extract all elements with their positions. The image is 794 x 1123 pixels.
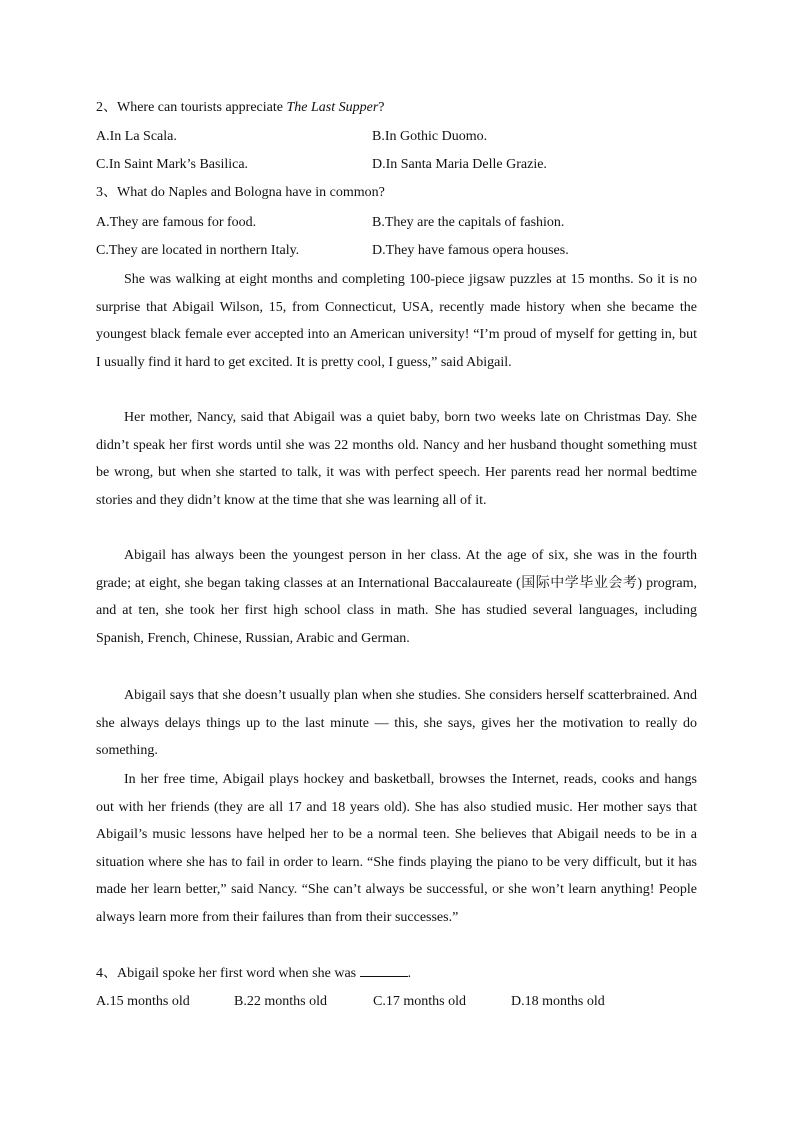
question-4-option-b: B.22 months old (234, 994, 327, 1009)
question-3-option-c: C.They are located in northern Italy. (96, 243, 300, 258)
question-2-option-a: A.In La Scala. (96, 129, 177, 144)
question-4-option-a: A.15 months old (96, 994, 190, 1009)
question-4-stem (96, 964, 411, 983)
question-2-option-c: C.In Saint Mark’s Basilica. (96, 157, 249, 172)
passage-paragraph-1: She was walking at eight months and completing 100-piece jigsaw puzzles at 15 months. So it is no surprise that Abigail Wilson, 15, from Connecticut, USA, recently made history when she became the youngest black female ever accepted into an American university! “I’m proud of myself for getting in, but I usually find it hard to get excited. It is pretty cool, I guess,” said Abigail. (96, 272, 697, 370)
question-3-option-d: D.They have famous opera houses. (372, 243, 569, 258)
question-4-option-c: C.17 months old (373, 994, 466, 1009)
passage-paragraph-5: In her free time, Abigail plays hockey and basketball, browses the Internet, reads, cooks and hangs out with her friends (they are all 17 and 18 years old). She has also studied music. Her mother says that Abigail’s music lessons have helped her to be a normal teen. She believes that Abigail needs to be in a situation where she has to fail in order to learn. “She finds playing the piano to be very difficult, but it has made her learn better,” said Nancy. “She can’t always be successful, or she won’t learn anything! People always learn more from their failures than from their successes.” (96, 772, 697, 925)
question-2-stem (96, 99, 385, 117)
passage-paragraph-4: Abigail says that she doesn’t usually plan when she studies. She considers herself scatterbrained. And she always delays things up to the last minute — this, she says, gives her the motivation to really do something. (96, 688, 697, 759)
question-2-option-b: B.In Gothic Duomo. (372, 129, 488, 144)
question-2-title: The Last Supper (286, 100, 379, 115)
question-4-option-d: D.18 months old (511, 994, 605, 1009)
question-4-text: 4、Abigail spoke her first word when she was (96, 966, 357, 981)
question-4-end: . (407, 966, 412, 981)
question-4-options (96, 994, 605, 1010)
passage-paragraph-3: Abigail has always been the youngest person in her class. At the age of six, she was in the fourth grade; at eight, she began taking classes at an International Baccalaureate (国际中学毕业会考) program, and at ten, she took her first high school class in math. She has studied several languages, including Spanish, French, Chinese, Russian, Arabic and German. (96, 548, 697, 646)
answer-blank (360, 964, 408, 977)
question-3-option-b: B.They are the capitals of fashion. (372, 215, 565, 230)
question-2-prefix: 2、Where can tourists appreciate (96, 100, 287, 115)
passage-paragraph-2: Her mother, Nancy, said that Abigail was a quiet baby, born two weeks late on Christmas Day. She didn’t speak her first words until she was 22 months old. Nancy and her husband thought something must be wrong, but when she started to talk, it was with perfect speech. Her parents read her normal bedtime stories and they didn’t know at the time that she was learning all of it. (96, 410, 697, 508)
question-2-option-d: D.In Santa Maria Delle Grazie. (372, 157, 547, 172)
question-3-stem: 3、What do Naples and Bologna have in common? (96, 185, 385, 200)
question-2-suffix: ? (378, 100, 385, 115)
question-3-option-a: A.They are famous for food. (96, 215, 257, 230)
